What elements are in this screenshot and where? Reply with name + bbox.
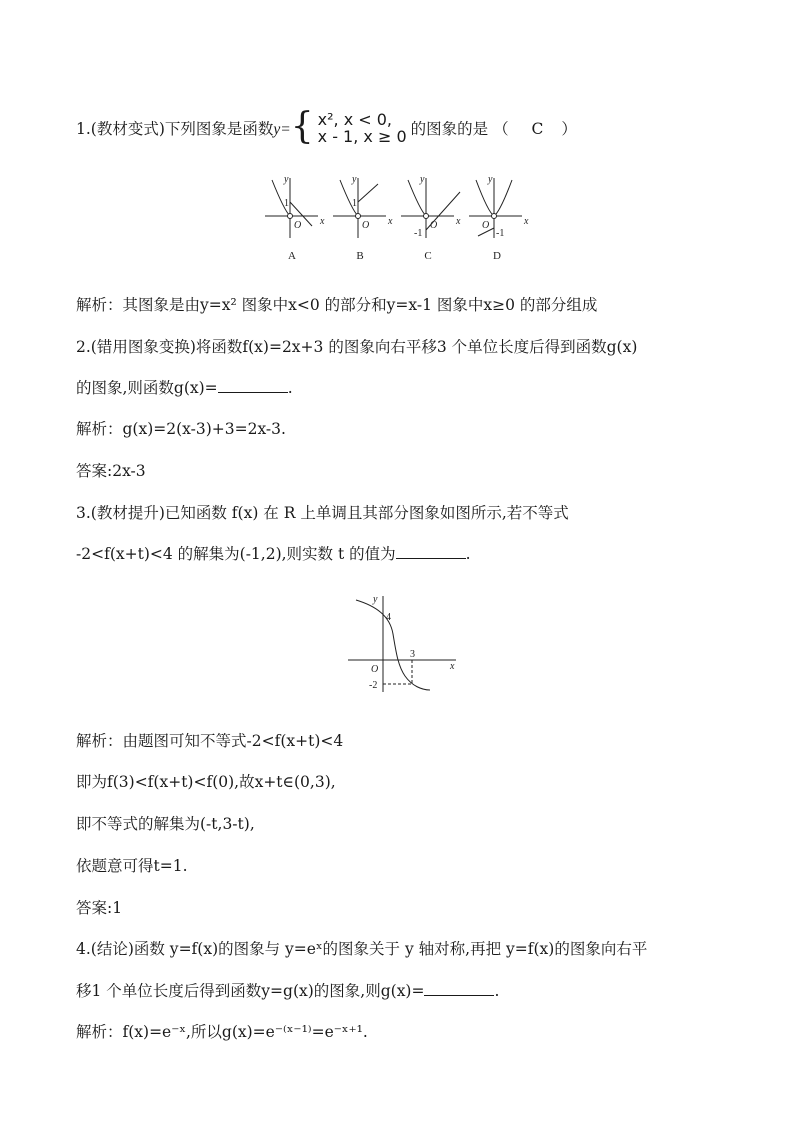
- q1-case2: x - 1, x ≥ 0: [317, 127, 407, 146]
- q3-origin-label: O: [371, 664, 379, 675]
- graph-a-x-label: x: [320, 216, 325, 227]
- graph-d-origin-label: O: [482, 220, 490, 231]
- graph-a-open-point: [288, 214, 293, 219]
- q1-piecewise: [318, 111, 407, 145]
- q3-analysis-3: 即不等式的解集为(-t,3-t),: [76, 815, 255, 833]
- q1-answer: C: [531, 120, 544, 138]
- q2-stem-line1: 2.(错用图象变换)将函数f(x)=2x+3 的图象向右平移3 个单位长度后得到函数g(x): [76, 338, 638, 356]
- graph-b-open-point: [356, 214, 361, 219]
- q2-answer: 答案:2x-3: [76, 462, 146, 480]
- q3-stem-text: -2<f(x+t)<4 的解集为(-1,2),则实数 t 的值为: [76, 545, 396, 563]
- q3-answer-blank: [396, 543, 466, 559]
- q3-function-graph: [0, 590, 794, 700]
- graph-a-one-label: 1: [284, 198, 289, 209]
- q4-analysis: 解析：f(x)=e⁻ˣ,所以g(x)=e⁻⁽ˣ⁻¹⁾=e⁻ˣ⁺¹.: [76, 1023, 368, 1041]
- graph-b: [333, 178, 386, 238]
- q3-neg2-label: -2: [369, 680, 378, 691]
- graph-c-y-label: y: [420, 174, 425, 185]
- graph-c-neg1-label: -1: [414, 228, 423, 239]
- q3-y-label: y: [373, 594, 378, 605]
- q3-period: .: [465, 545, 471, 563]
- graph-d-y-label: y: [488, 174, 493, 185]
- q1-case1: x², x < 0,: [317, 110, 393, 129]
- graph-c-caption: C: [424, 250, 432, 262]
- q2-period: .: [287, 379, 293, 397]
- graph-a-y-label: y: [284, 174, 289, 185]
- graph-d-x-label: x: [524, 216, 529, 227]
- q3-stem-line1: 3.(教材提升)已知函数 f(x) 在 R 上单调且其部分图象如图所示,若不等式: [76, 504, 569, 522]
- q1-brace: {: [290, 106, 314, 147]
- q1-analysis: 解析：其图象是由y=x² 图象中x<0 的部分和y=x-1 图象中x≥0 的部分组成: [76, 296, 598, 314]
- q3-analysis-2: 即为f(3)<f(x+t)<f(0),故x+t∈(0,3),: [76, 773, 336, 791]
- q1-suffix: 的图象的是 （: [410, 120, 509, 138]
- graph-a: [265, 178, 318, 238]
- q3-four-label: 4: [386, 612, 391, 623]
- q2-stem-text: 的图象,则函数g(x)=: [76, 379, 218, 397]
- q1-yeq: y=: [273, 121, 291, 138]
- q4-stem-line2: [76, 980, 499, 1002]
- graph-b-y-label: y: [352, 174, 357, 185]
- graph-c-origin-label: O: [430, 220, 438, 231]
- q3-x-label: x: [450, 661, 455, 672]
- q3-three-label: 3: [410, 649, 415, 660]
- graph-b-line: [358, 184, 378, 202]
- graph-d-open-point: [492, 214, 497, 219]
- graph-b-caption: B: [356, 250, 364, 262]
- q3-analysis-4: 依题意可得t=1.: [76, 857, 188, 875]
- q1-close: ）: [561, 120, 577, 138]
- q3-curve: [356, 600, 430, 690]
- q4-stem-line1: 4.(结论)函数 y=f(x)的图象与 y=eˣ的图象关于 y 轴对称,再把 y=f(x)的图象向右平: [76, 940, 648, 958]
- graph-b-x-label: x: [388, 216, 393, 227]
- graph-c-parabola: [408, 180, 426, 216]
- q4-period: .: [494, 982, 500, 1000]
- q4-stem-text: 移1 个单位长度后得到函数y=g(x)的图象,则g(x)=: [76, 982, 425, 1000]
- q4-answer-blank: [424, 980, 494, 996]
- q1-stem: [76, 106, 577, 148]
- q2-analysis: 解析：g(x)=2(x-3)+3=2x-3.: [76, 420, 286, 438]
- q3-analysis-1: 解析：由题图可知不等式-2<f(x+t)<4: [76, 732, 344, 750]
- graph-d-caption: D: [493, 250, 501, 262]
- graph-b-one-label: 1: [352, 198, 357, 209]
- q3-stem-line2: [76, 543, 471, 565]
- graph-c-open-point: [424, 214, 429, 219]
- q2-stem-line2: [76, 377, 293, 399]
- q1-prefix: 1.(教材变式)下列图象是函数: [76, 120, 274, 138]
- graph-a-origin-label: O: [294, 220, 302, 231]
- graph-b-origin-label: O: [362, 220, 370, 231]
- graph-a-caption: A: [288, 250, 296, 262]
- q2-answer-blank: [218, 377, 288, 393]
- q1-option-graphs: [0, 168, 794, 278]
- graph-d-neg1-label: -1: [496, 228, 505, 239]
- graph-c-x-label: x: [456, 216, 461, 227]
- q3-answer: 答案:1: [76, 899, 123, 917]
